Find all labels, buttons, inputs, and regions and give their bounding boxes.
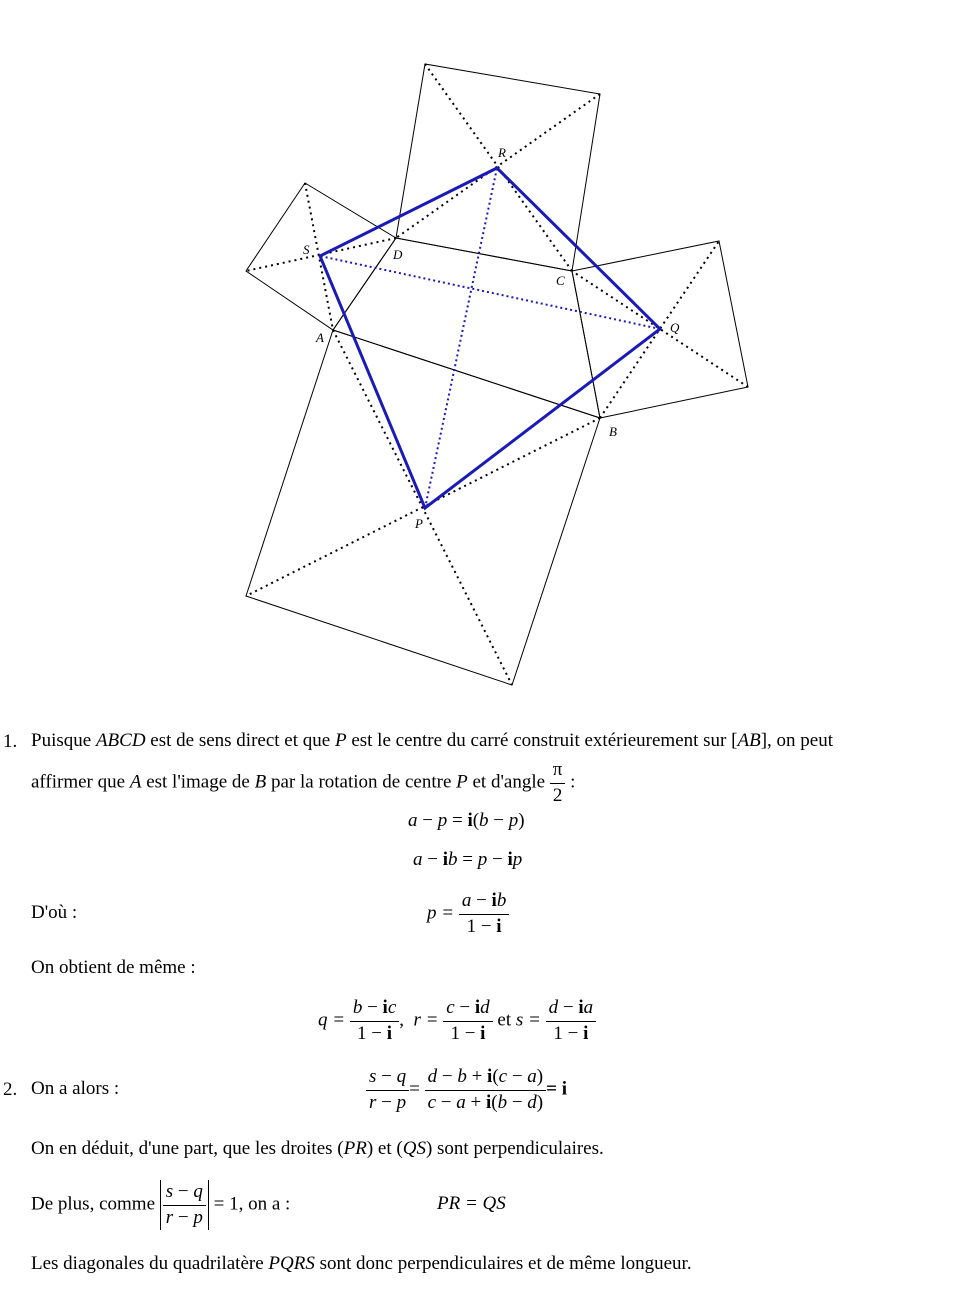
qrs-formulas: q = $\frac{b - ic}{1 - i}$ , r = $\frac{c - id}{1 - i}$ et s = $\frac{d - ia}{1 - i}$ [318,996,596,1046]
label-a: A [316,330,324,345]
construction-squares [246,64,748,685]
de-plus-line: De plus, comme $\frac{s - q}{r - p}$ = 1, on a : [31,1180,290,1230]
quadrilateral-pqrs [320,168,660,508]
conclusion-line: Les diagonales du quadrilatère PQRS sont donc perpendiculaires et de même longueur. [31,1253,692,1274]
ratio-formula: $\frac{s - q}{r - p}$ = $\frac{d - b + i(c - a)}{c - a + i(b - d)}$ = i [366,1065,567,1115]
square-diagonals [246,64,748,685]
deduit-line: On en déduit, d'une part, que les droites (PR) et (QS) sont perpendiculaires. [31,1138,604,1159]
item-2-number: 2. [3,1079,18,1100]
quadrilateral-abcd [333,238,600,418]
angle-fraction: $\frac{\pi}{2}$ [550,758,566,808]
label-d: D [393,247,403,262]
label-c: C [556,273,565,288]
pr-equals-qs: PR = QS [437,1193,506,1214]
label-s: S [303,242,310,257]
dou-label: D'où : [31,902,78,923]
p-formula: p = $\frac{a - ib}{1 - i}$ [427,889,509,939]
equation-1: a − p = i(b − p) [408,810,525,831]
label-r: R [498,145,506,160]
meme-label: On obtient de même : [31,957,196,978]
label-p: P [415,516,423,531]
equation-2: a − ib = p − ip [413,849,523,870]
item-1-line-2: affirmer que A est l'image de B par la rotation de centre P et d'angle $\frac{\pi}{2}$ : [31,758,575,808]
label-b: B [609,424,617,439]
item-1-number: 1. [3,731,18,752]
label-q: Q [670,320,680,335]
item-1-line-1: Puisque ABCD est de sens direct et que P est le centre du carré construit extérieurement sur [AB], on peut [31,730,833,751]
on-a-alors-label: On a alors : [31,1078,120,1099]
